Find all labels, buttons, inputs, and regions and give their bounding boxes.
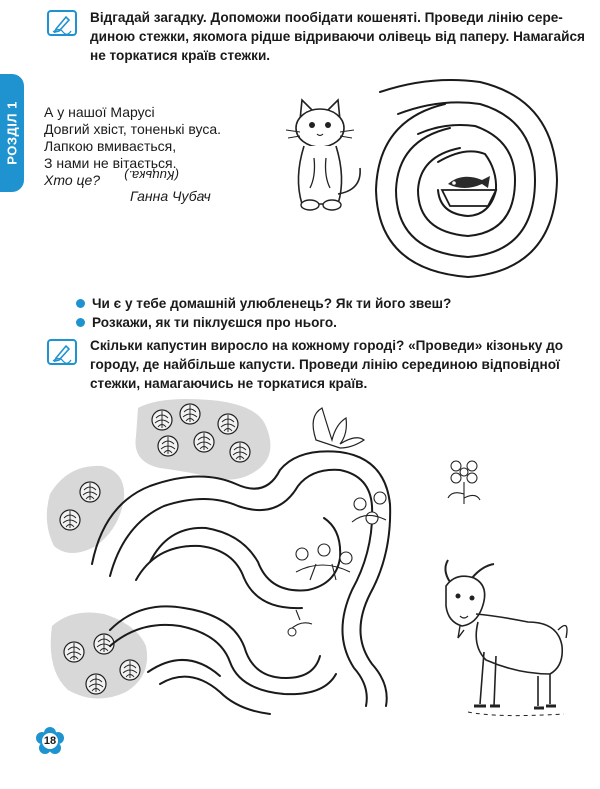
riddle-line: З нами не вітається.: [44, 155, 177, 171]
cabbage-icon: [60, 510, 80, 530]
cabbage-icon: [194, 432, 214, 452]
spiral-maze[interactable]: [370, 80, 560, 280]
strawberry-bush-icon: [352, 492, 386, 524]
list-item: Чи є у тебе домашній улюбленець? Як ти його звеш?: [76, 294, 451, 313]
riddle-line: Довгий хвіст, тоненькі вуса.: [44, 121, 222, 137]
section-tab-label: РОЗДІЛ 1: [4, 101, 20, 165]
bullet-dot-icon: [76, 299, 85, 308]
riddle-author: Ганна Чубач: [130, 188, 211, 204]
goat-maze-illustration[interactable]: [40, 394, 470, 724]
cabbage-icon: [180, 404, 200, 424]
riddle-line: Лапкою вмивається,: [44, 138, 177, 154]
task1-instructions: Відгадай загадку. Допоможи пообідати кошеняті. Проведи лінію сере- диною стежки, якомога рідше відриваючи олівець від паперу. Намагайся не торкатися країв стежки.: [90, 10, 585, 63]
fish-bowl-icon: [442, 176, 496, 206]
flower-icon: [448, 461, 480, 504]
page-number-text: 18: [43, 735, 57, 747]
strawberry-sprig-icon: [288, 610, 312, 636]
cabbage-icon: [120, 660, 140, 680]
riddle-question: Хто це?: [44, 172, 101, 188]
page-number: [36, 727, 64, 755]
cabbage-icon: [158, 436, 178, 456]
grass-tuft-icon: [313, 408, 364, 448]
riddle-line: А у нашої Марусі: [44, 104, 155, 120]
cabbage-icon: [80, 482, 100, 502]
riddle-answer-upside-down: (Кицька.): [124, 168, 179, 183]
section-tab: [0, 74, 24, 192]
cabbage-icon: [152, 410, 172, 430]
cabbage-icon: [230, 442, 250, 462]
pencil-task-icon: [47, 10, 77, 36]
strawberry-bush-icon: [296, 544, 352, 580]
discussion-questions: [76, 294, 451, 332]
task2-instructions: Скільки капустин виросло на кожному городі? «Проведи» кізоньку до городу, де найбільше капусти. Проведи лінію серединою відповідної стежки, намагаючись не торкатися країв.: [90, 338, 564, 391]
cabbage-icon: [218, 414, 238, 434]
goat-illustration: [438, 556, 578, 726]
cabbage-icon: [86, 674, 106, 694]
garden-left[interactable]: [47, 466, 124, 553]
list-item: Розкажи, як ти піклуєшся про нього.: [76, 313, 451, 332]
pencil-task-icon: [47, 339, 77, 365]
cabbage-icon: [64, 642, 84, 662]
bullet-dot-icon: [76, 318, 85, 327]
kitten-illustration: [280, 98, 370, 218]
